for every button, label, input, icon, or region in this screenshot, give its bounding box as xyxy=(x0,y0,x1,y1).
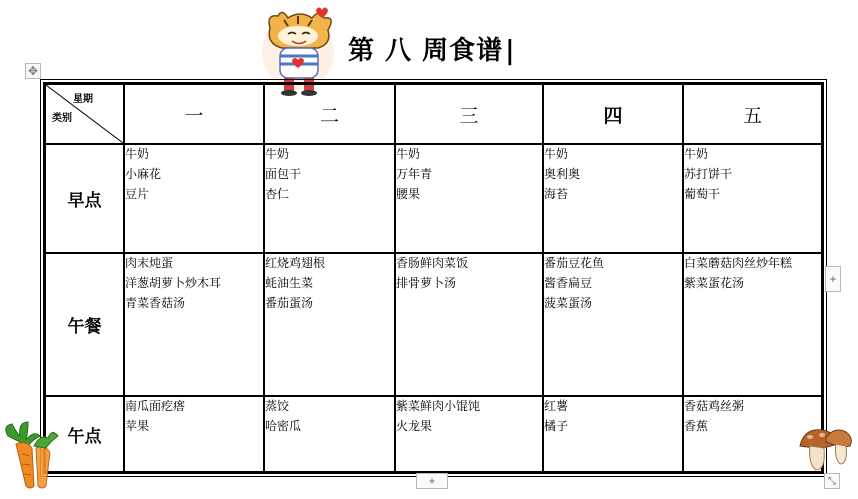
menu-item: 葡萄干 xyxy=(684,186,721,201)
menu-item: 红薯 xyxy=(544,399,569,413)
menu-cell[interactable] xyxy=(543,144,683,253)
add-column-button[interactable]: + xyxy=(825,266,841,292)
menu-item: 番茄蛋汤 xyxy=(265,295,314,310)
table-move-handle-icon[interactable]: ✥ xyxy=(25,63,41,79)
day-header-tue: 二 xyxy=(264,84,395,144)
table-row-breakfast xyxy=(45,144,822,253)
menu-cell[interactable] xyxy=(543,396,683,472)
menu-item: 南瓜面疙瘩 xyxy=(125,399,186,413)
menu-item: 排骨萝卜汤 xyxy=(396,275,457,290)
menu-cell[interactable] xyxy=(124,396,264,472)
menu-cell[interactable] xyxy=(395,396,543,472)
menu-cell[interactable] xyxy=(124,144,264,253)
menu-cell[interactable] xyxy=(264,253,395,396)
menu-item: 奥利奥 xyxy=(544,166,581,181)
menu-item: 小麻花 xyxy=(125,166,162,181)
day-header-wed: 三 xyxy=(395,84,543,144)
table-row-afternoon-snack xyxy=(45,396,822,472)
menu-item: 蚝油生菜 xyxy=(265,275,314,290)
menu-item: 紫菜鲜肉小馄饨 xyxy=(396,399,481,413)
menu-item: 面包干 xyxy=(265,166,302,181)
menu-item: 豆片 xyxy=(125,186,150,201)
menu-item: 香菇鸡丝粥 xyxy=(684,399,745,413)
menu-cell[interactable] xyxy=(543,253,683,396)
menu-item: 洋葱胡萝卜炒木耳 xyxy=(125,275,222,290)
header-row xyxy=(45,84,822,144)
corner-label-category: 类别 xyxy=(52,113,72,124)
menu-item: 牛奶 xyxy=(125,147,150,161)
menu-item: 肉末炖蛋 xyxy=(125,256,174,270)
menu-item: 酱香扁豆 xyxy=(544,275,593,290)
add-row-button[interactable]: + xyxy=(416,473,448,489)
menu-cell[interactable] xyxy=(395,144,543,253)
table-row-lunch xyxy=(45,253,822,396)
menu-item: 苏打饼干 xyxy=(684,166,733,181)
menu-item: 菠菜蛋汤 xyxy=(544,295,593,310)
menu-item: 牛奶 xyxy=(684,147,709,161)
menu-item: 哈密瓜 xyxy=(265,418,302,433)
carrot-icon xyxy=(0,418,72,490)
menu-item: 紫菜蛋花汤 xyxy=(684,275,745,290)
weekly-menu-table xyxy=(43,82,824,474)
row-label-lunch: 午餐 xyxy=(45,253,124,396)
menu-item: 牛奶 xyxy=(265,147,290,161)
corner-header-cell xyxy=(45,84,124,144)
row-label-afternoon-snack: 午点 xyxy=(45,396,124,472)
menu-cell[interactable] xyxy=(683,144,822,253)
row-label-breakfast: 早点 xyxy=(45,144,124,253)
menu-item: 番茄豆花鱼 xyxy=(544,256,605,270)
menu-item: 万年青 xyxy=(396,166,433,181)
menu-item: 牛奶 xyxy=(396,147,421,161)
menu-cell[interactable] xyxy=(683,253,822,396)
menu-item: 牛奶 xyxy=(544,147,569,161)
mushroom-icon xyxy=(796,424,854,474)
table-resize-icon[interactable]: ⤡ xyxy=(824,473,840,489)
menu-item: 杏仁 xyxy=(265,186,290,201)
day-header-fri: 五 xyxy=(683,84,822,144)
page-title: 第 八 周食谱| xyxy=(348,36,516,66)
menu-item: 红烧鸡翅根 xyxy=(265,256,326,270)
day-header-mon: 一 xyxy=(124,84,264,144)
menu-item: 蒸饺 xyxy=(265,399,290,413)
menu-item: 海苔 xyxy=(544,186,569,201)
menu-item: 青菜香菇汤 xyxy=(125,295,186,310)
corner-label-weekday: 星期 xyxy=(73,94,93,105)
menu-item: 白菜蘑菇肉丝炒年糕 xyxy=(684,256,793,270)
menu-item: 苹果 xyxy=(125,418,150,433)
text-cursor: | xyxy=(505,36,516,66)
day-header-thu: 四 xyxy=(543,84,683,144)
menu-item: 腰果 xyxy=(396,186,421,201)
menu-item: 香蕉 xyxy=(684,418,709,433)
menu-cell[interactable] xyxy=(395,253,543,396)
menu-cell[interactable] xyxy=(264,396,395,472)
menu-item: 橘子 xyxy=(544,418,569,433)
menu-cell[interactable] xyxy=(124,253,264,396)
menu-item: 火龙果 xyxy=(396,418,433,433)
menu-item: 香肠鲜肉菜饭 xyxy=(396,256,469,270)
menu-cell[interactable] xyxy=(264,144,395,253)
